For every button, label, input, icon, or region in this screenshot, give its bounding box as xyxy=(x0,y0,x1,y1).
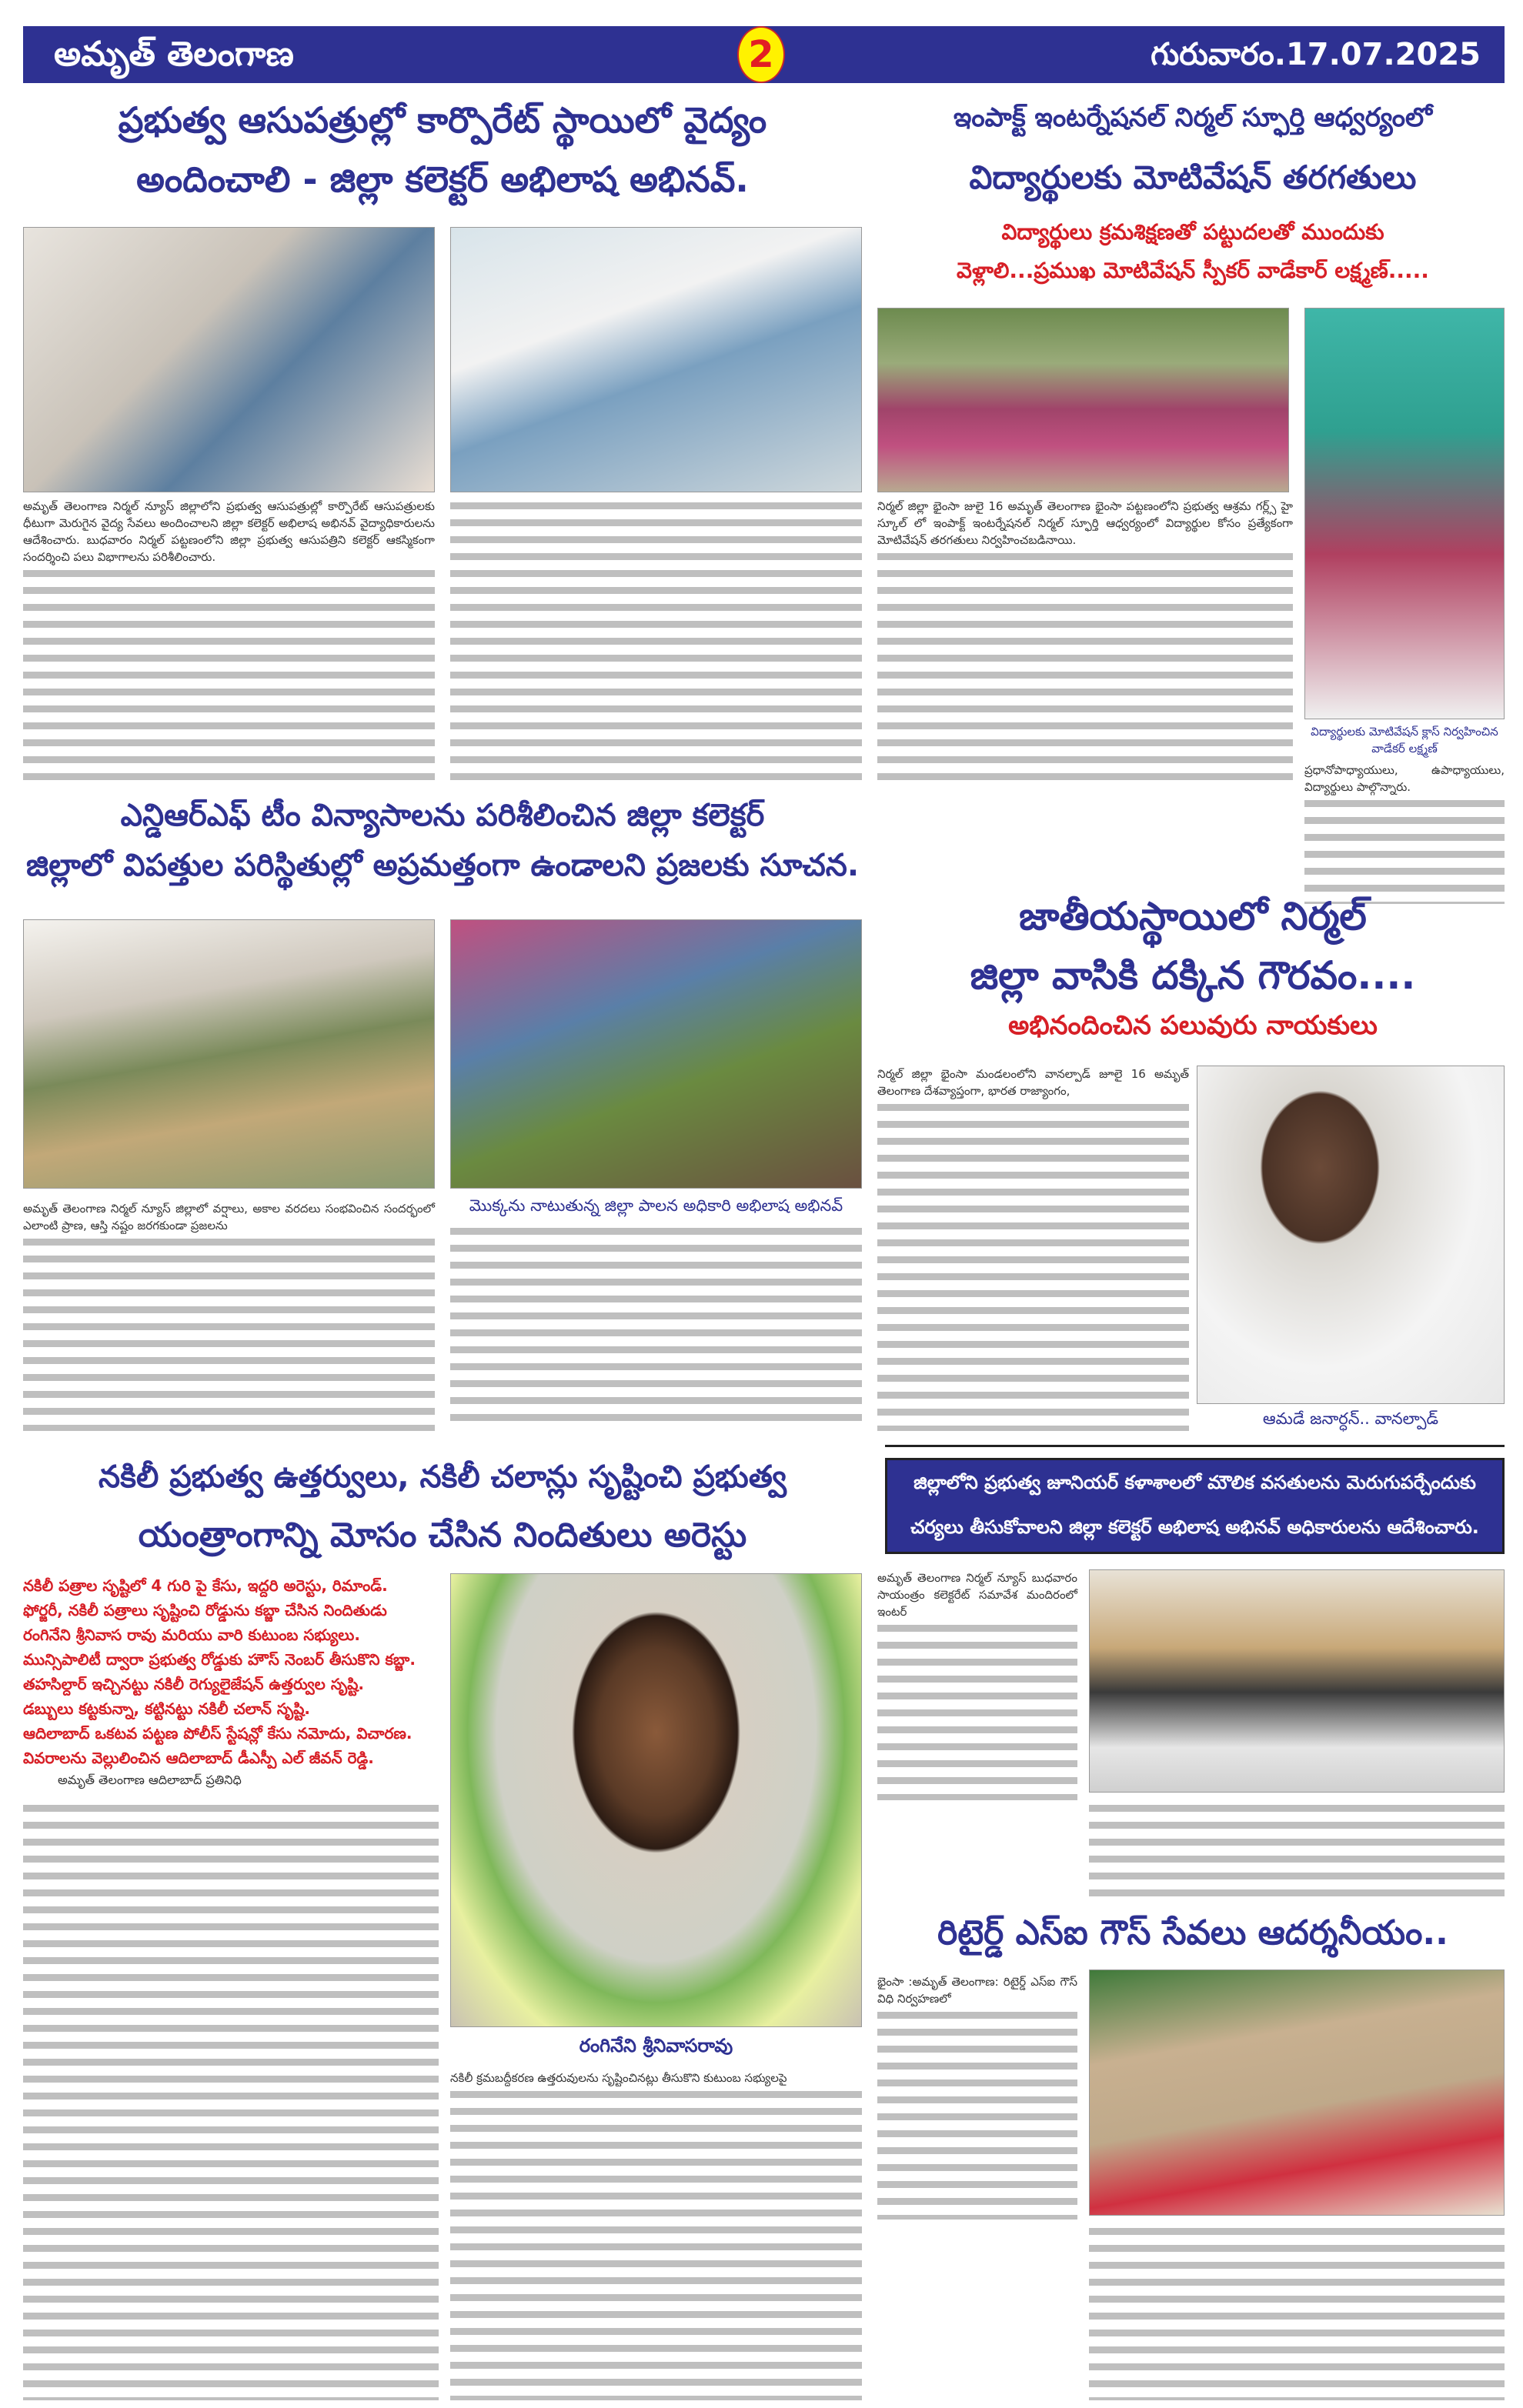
motivation-class-photo xyxy=(1304,308,1505,719)
story6-body-col2 xyxy=(1089,1800,1505,1900)
text-lines xyxy=(877,2007,1077,2220)
story2-side-body xyxy=(1304,762,1505,904)
story2-headline-1: ఇంపాక్ట్ ఇంటర్నేషనల్ నిర్మల్ స్ఫూర్తి ఆధ్వర్యంలో xyxy=(953,102,1432,133)
story6-body-text: అమృత్ తెలంగాణ నిర్మల్ న్యూస్ బుధవారం సాయంత్రం కలెక్టరేట్ సమావేశ మందిరంలో ఇంటర్ xyxy=(877,1571,1077,1619)
story6-body-col1 xyxy=(877,1569,1077,1800)
text-lines xyxy=(23,565,435,786)
lead-line: మున్సిపాలిటీ ద్వారా ప్రభుత్వ రోడ్డుకు హౌస్ నెంబర్ తీసుకొని కబ్జా. xyxy=(23,1650,416,1669)
story1-body-col1 xyxy=(23,498,435,786)
story6-headline-box xyxy=(885,1458,1505,1554)
story7-body-col2 xyxy=(1089,2223,1505,2400)
story2-side-body-text: ప్రధానోపాధ్యాయులు, ఉపాధ్యాయులు, విద్యార్థులు పాల్గొన్నారు. xyxy=(1304,763,1505,794)
story2-headline-2: విద్యార్థులకు మోటివేషన్ తరగతులు xyxy=(969,158,1417,196)
text-lines xyxy=(877,1099,1189,1431)
story2-body-text: నిర్మల్ జిల్లా భైంసా జులై 16 అమృత్ తెలంగాణ భైంసా పట్టణంలోని ప్రభుత్వ ఆశ్రమ గర్ల్స్ హై స్కూల్ లో ఇంపాక్ట్ ఇంటర్నేషనల్ నిర్మల్ స్ఫూర్తి ఆధ్వర్యంలో విద్యార్థుల కోసం ప్రత్యేకంగా మోటివేషన్ తరగతులు నిర్వహించబడినాయి. xyxy=(877,499,1293,547)
lead-line: నకిలీ పత్రాల సృష్టిలో 4 గురి పై కేసు, ఇద్దరి అరెస్టు, రిమాండ్. xyxy=(23,1576,388,1595)
lead-line: రంగినేని శ్రీనివాస రావు మరియు వారి కుటుంబ సభ్యులు. xyxy=(23,1626,360,1644)
text-lines xyxy=(23,1234,435,1431)
hospital-inspection-photo xyxy=(23,227,435,492)
story4-subheadline: అభినందించిన పలువురు నాయకులు xyxy=(1008,1010,1378,1041)
newspaper-name: అమృత్ తెలంగాణ xyxy=(54,35,294,74)
text-lines xyxy=(1304,795,1505,904)
story3-body-col2 xyxy=(450,1223,862,1431)
story5-body-col1 xyxy=(23,1800,439,2400)
text-lines xyxy=(23,1800,439,2400)
story3-headline-1: ఎన్డిఆర్ఎఫ్ టీం విన్యాసాలను పరిశీలించిన జిల్లా కలెక్టర్ xyxy=(120,798,765,833)
collector-meeting-photo xyxy=(1089,1569,1505,1793)
story4-body xyxy=(877,1066,1189,1431)
tree-planting-photo xyxy=(450,919,862,1189)
story3-photo-caption: మొక్కను నాటుతున్న జిల్లా పాలన అధికారి అభిలాష అభినవ్ xyxy=(469,1196,843,1215)
story1-headline-2: అందించాలి - జిల్లా కలెక్టర్ అభిలాష అభినవ్. xyxy=(136,158,749,200)
story4-photo-caption: ఆమడే జనార్ధన్.. వానల్పాడ్ xyxy=(1262,1409,1439,1428)
story5-lead xyxy=(23,1573,443,1790)
story6-headline-1: జిల్లాలోని ప్రభుత్వ జూనియర్ కళాశాలలో మౌలిక వసతులను మెరుగుపర్చేందుకు xyxy=(913,1472,1476,1493)
section-divider xyxy=(885,1445,1505,1447)
issue-date: గురువారం.17.07.2025 xyxy=(1151,37,1481,72)
story5-dateline: అమృత్ తెలంగాణ ఆదిలాబాద్ ప్రతినిధి xyxy=(58,1773,242,1787)
text-lines xyxy=(877,549,1293,782)
story5-photo-caption: రంగినేని శ్రీనివాసరావు xyxy=(579,2035,733,2056)
story5-body-text: నకిలీ క్రమబద్ధీకరణ ఉత్తరువులను సృష్టించినట్లు తీసుకొని కుటుంబ సభ్యులపై xyxy=(450,2071,787,2085)
lead-line: ఆదిలాబాద్ ఒకటవ పట్టణ పోలీస్ స్టేషన్లో కేసు నమోదు, విచారణ. xyxy=(23,1724,412,1743)
story3-headline-2: జిల్లాలో విపత్తుల పరిస్థితుల్లో అప్రమత్తంగా ఉండాలని ప్రజలకు సూచన. xyxy=(25,848,860,883)
hospital-ward-photo xyxy=(450,227,862,492)
text-lines xyxy=(450,498,862,786)
lead-line: వివరాలను వెల్లులించిన ఆదిలాబాద్ డీఎస్పీ ఎల్ జీవన్ రెడ్డి. xyxy=(23,1749,374,1767)
story2-subheadline-2: వెళ్లాలి...ప్రముఖ మోటివేషన్ స్పీకర్ వాడేకార్ లక్ష్మణ్..... xyxy=(957,258,1429,283)
story1-body-text: అమృత్ తెలంగాణ నిర్మల్ న్యూస్ జిల్లాలోని ప్రభుత్వ ఆసుపత్రుల్లో కార్పొరేట్ ఆసుపత్రులకు ధీటుగా మెరుగైన వైద్య సేవలు అందించాలని జిల్లా కలెక్టర్ అభిలాష అభినవ్ వైద్యాధికారులను ఆదేశించారు. బుధవారం నిర్మల్ పట్టణంలోని జిల్లా ప్రభుత్వ ఆసుపత్రిని కలెక్టర్ ఆకస్మికంగా సందర్శించి పలు విభాగాలను పరిశీలించారు. xyxy=(23,499,435,564)
lead-line: డబ్బులు కట్టకున్నా, కట్టినట్టు నకిలీ చలాన్ సృష్టి. xyxy=(23,1699,310,1718)
story7-body-text: భైంసా :అమృత్ తెలంగాణ: రిటైర్డ్ ఎస్ఐ గౌస్ విధి నిర్వహణలో xyxy=(877,1975,1077,2006)
janardhan-portrait-photo xyxy=(1197,1066,1505,1404)
story6-headline-2: చర్యలు తీసుకోవాలని జిల్లా కలెక్టర్ అభిలాష అభినవ్ అధికారులను ఆదేశించారు. xyxy=(910,1516,1479,1538)
lead-line: తహసిల్దార్ ఇచ్చినట్టు నకిలీ రెగ్యులైజేషన్ ఉత్తర్వుల సృష్టి. xyxy=(23,1675,364,1693)
accused-portrait-photo xyxy=(450,1573,862,2027)
text-lines xyxy=(450,2086,862,2400)
story3-body-text: అమృత్ తెలంగాణ నిర్మల్ న్యూస్ జిల్లాలో వర్షాలు, అకాల వరదలు సంభవించిన సందర్భంలో ఎలాంటి ప్రాణ, ఆస్తి నష్టం జరగకుండా ప్రజలను xyxy=(23,1202,435,1232)
story1-headline-1: ప్రభుత్వ ఆసుపత్రుల్లో కార్పొరేట్ స్థాయిలో వైద్యం xyxy=(118,99,767,141)
text-lines xyxy=(1089,2223,1505,2400)
story2-subheadline-1: విద్యార్థులు క్రమశిక్షణతో పట్టుదలతో ముందుకు xyxy=(1001,219,1384,245)
text-lines xyxy=(877,1620,1077,1800)
story1-body-col2 xyxy=(450,498,862,786)
page-number-badge: 2 xyxy=(737,26,785,83)
story5-body-col2 xyxy=(450,2069,862,2400)
story2-body xyxy=(877,498,1293,782)
story7-body-col1 xyxy=(877,1973,1077,2220)
story4-headline-1: జాతీయస్థాయిలో నిర్మల్ xyxy=(1019,894,1367,939)
text-lines xyxy=(1089,1800,1505,1900)
story5-headline-1: నకిలీ ప్రభుత్వ ఉత్తర్వులు, నకిలీ చలాన్లు సృష్టించి ప్రభుత్వ xyxy=(99,1459,787,1495)
ndrf-demo-photo xyxy=(23,919,435,1189)
story5-headline-2: యంత్రాంగాన్ని మోసం చేసిన నిందితులు అరెస్టు xyxy=(138,1516,747,1555)
story3-body-col1 xyxy=(23,1200,435,1431)
text-lines xyxy=(450,1223,862,1431)
lead-line: ఫోర్జరీ, నకిలీ పత్రాలు సృష్టించి రోడ్డును కబ్జా చేసిన నిందితుడు xyxy=(23,1601,387,1619)
retirement-felicitation-photo xyxy=(1089,1969,1505,2216)
story4-headline-2: జిల్లా వాసికి దక్కిన గౌరవం.... xyxy=(970,953,1416,998)
story4-body-text: నిర్మల్ జిల్లా భైంసా మండలంలోని వానల్పాడ్ జూలై 16 అమృత్ తెలంగాణ దేశవ్యాప్తంగా, భారత రాజ్యాంగం, xyxy=(877,1067,1189,1098)
students-group-photo xyxy=(877,308,1289,492)
story2-photo-caption: విద్యార్థులకు మోటివేషన్ క్లాస్ నిర్వహించిన వాడేకర్ లక్ష్మణ్ xyxy=(1311,725,1498,755)
story7-headline: రిటైర్డ్ ఎస్ఐ గౌస్ సేవలు ఆదర్శనీయం.. xyxy=(937,1913,1448,1953)
